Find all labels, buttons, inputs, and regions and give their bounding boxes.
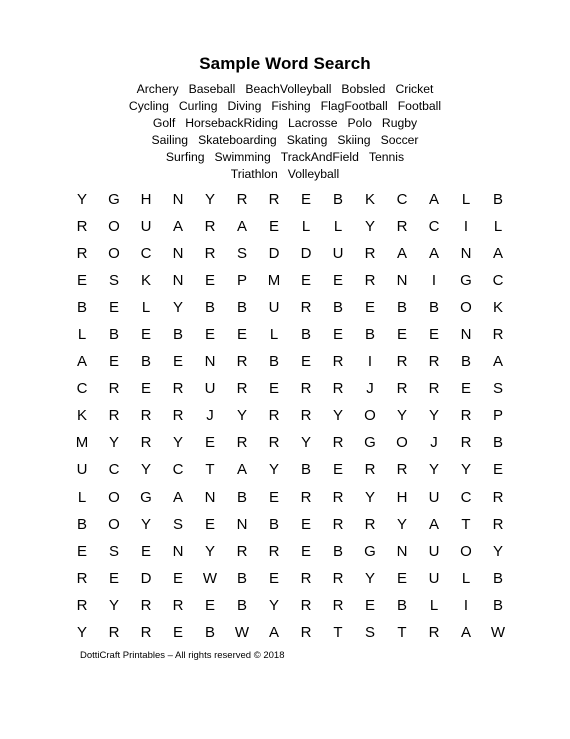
grid-letter: R (172, 380, 184, 398)
grid-letter: R (332, 569, 344, 587)
grid-letter: N (172, 272, 184, 290)
grid-letter: Y (428, 461, 439, 479)
grid-letter: I (367, 353, 373, 371)
grid-letter: W (234, 623, 250, 641)
grid-letter: R (364, 461, 376, 479)
grid-letter: B (268, 353, 279, 371)
grid-letter: K (364, 191, 375, 208)
grid-letter: U (332, 245, 344, 263)
grid-letter: R (492, 326, 504, 344)
grid-letter: A (460, 623, 471, 641)
grid-letter: E (204, 434, 215, 452)
word-list-line (0, 132, 570, 149)
letter-grid (66, 186, 512, 646)
grid-letter: A (492, 353, 503, 371)
word-list-item: Cricket (395, 82, 434, 96)
grid-letter: R (140, 407, 152, 425)
grid-letter: R (492, 488, 504, 506)
grid-letter: R (268, 191, 280, 208)
grid-letter: C (428, 218, 440, 236)
grid-letter: Y (172, 434, 183, 452)
word-list-item: Fishing (271, 99, 311, 113)
word-list-item: Soccer (380, 133, 419, 147)
grid-letter: Y (108, 434, 119, 452)
grid-letter: J (430, 434, 438, 452)
grid-letter: U (204, 380, 216, 398)
grid-letter: Y (76, 623, 87, 641)
word-list-item: Baseball (188, 82, 236, 96)
grid-letter: B (204, 299, 215, 317)
grid-letter: R (268, 434, 280, 452)
word-list-item: Volleyball (287, 167, 340, 181)
grid-letter: U (268, 299, 280, 317)
grid-letter: R (76, 569, 88, 587)
grid-letter: S (108, 542, 119, 560)
grid-letter: B (428, 299, 439, 317)
grid-letter: E (236, 326, 247, 344)
grid-letter: E (108, 353, 119, 371)
grid-letter: N (172, 191, 184, 208)
grid-letter: E (300, 515, 311, 533)
grid-letter: B (236, 569, 247, 587)
grid-letter: A (428, 515, 439, 533)
grid-letter: Y (236, 407, 247, 425)
grid-letter: Y (108, 596, 119, 614)
grid-letter: G (108, 191, 120, 208)
grid-letter: I (431, 272, 437, 290)
grid-letter: R (300, 407, 312, 425)
grid-letter: G (140, 488, 152, 506)
grid-letter: J (366, 380, 374, 398)
word-list-line (0, 98, 570, 115)
word-list-line (0, 166, 570, 183)
grid-letter: R (108, 380, 120, 398)
grid-letter: R (300, 623, 312, 641)
word-list-item: Diving (227, 99, 262, 113)
grid-letter: R (428, 380, 440, 398)
grid-letter: C (108, 461, 120, 479)
grid-letter: O (396, 434, 408, 452)
grid-letter: E (108, 299, 119, 317)
grid-letter: Y (140, 461, 151, 479)
word-list-item: Golf (152, 116, 176, 130)
word-list-item: Swimming (214, 150, 271, 164)
grid-letter: S (236, 245, 247, 263)
word-list-item: Skateboarding (198, 133, 277, 147)
grid-letter: A (172, 218, 183, 236)
grid-letter: B (332, 299, 343, 317)
grid-letter: E (268, 218, 279, 236)
grid-letter: A (396, 245, 407, 263)
word-list-item: Football (397, 99, 442, 113)
grid-letter: E (204, 515, 215, 533)
grid-letter: L (429, 596, 439, 614)
grid-letter: E (364, 596, 375, 614)
grid-letter: B (300, 461, 311, 479)
grid-letter: U (140, 218, 152, 236)
grid-letter: U (428, 542, 440, 560)
grid-letter: Y (204, 191, 215, 208)
grid-letter: R (460, 407, 472, 425)
grid-letter: N (204, 353, 216, 371)
grid-letter: R (204, 218, 216, 236)
grid-letter: L (77, 488, 87, 506)
grid-letter: B (364, 326, 375, 344)
grid-letter: B (236, 299, 247, 317)
grid-letter: R (76, 245, 88, 263)
grid-letter: R (492, 515, 504, 533)
grid-letter: O (460, 542, 472, 560)
grid-letter: L (333, 218, 343, 236)
grid-letter: A (492, 245, 503, 263)
grid-letter: N (236, 515, 248, 533)
grid-letter: E (204, 272, 215, 290)
grid-letter: B (492, 434, 503, 452)
word-list-item: Triathlon (230, 167, 278, 181)
grid-letter: E (172, 623, 183, 641)
grid-letter: Y (364, 569, 375, 587)
grid-letter: E (396, 326, 407, 344)
word-list-item: TrackAndField (280, 150, 359, 164)
grid-letter: B (492, 191, 503, 208)
grid-letter: A (268, 623, 279, 641)
grid-letter: Y (204, 542, 215, 560)
grid-letter: B (332, 542, 343, 560)
grid-letter: A (76, 353, 87, 371)
word-list-item: Lacrosse (288, 116, 338, 130)
grid-letter: R (76, 596, 88, 614)
grid-letter: K (76, 407, 87, 425)
grid-letter: E (332, 272, 343, 290)
grid-letter: E (140, 542, 151, 560)
grid-letter: E (268, 488, 279, 506)
word-list-item: Sailing (151, 133, 189, 147)
grid-letter: Y (396, 515, 407, 533)
grid-letter: T (461, 515, 471, 533)
word-list (0, 81, 570, 183)
grid-letter: R (300, 380, 312, 398)
grid-letter: R (364, 515, 376, 533)
grid-letter: E (172, 353, 183, 371)
grid-letter: E (492, 461, 503, 479)
grid-letter: Y (300, 434, 311, 452)
word-list-line (0, 81, 570, 98)
grid-letter: E (332, 461, 343, 479)
grid-letter: B (172, 326, 183, 344)
grid-letter: R (332, 488, 344, 506)
grid-letter: Y (268, 596, 279, 614)
grid-letter: Y (332, 407, 343, 425)
grid-letter: N (396, 542, 408, 560)
grid-letter: B (204, 623, 215, 641)
grid-letter: R (300, 596, 312, 614)
grid-letter: Y (460, 461, 471, 479)
word-list-item: BeachVolleyball (245, 82, 332, 96)
grid-letter: J (206, 407, 214, 425)
grid-letter: R (268, 407, 280, 425)
grid-letter: P (236, 272, 247, 290)
word-list-line (0, 149, 570, 166)
grid-letter: C (396, 191, 408, 208)
grid-letter: Y (268, 461, 279, 479)
grid-letter: O (108, 218, 120, 236)
grid-letter: H (140, 191, 152, 208)
grid-letter: Y (396, 407, 407, 425)
grid-letter: E (108, 569, 119, 587)
grid-letter: C (140, 245, 152, 263)
grid-letter: E (204, 596, 215, 614)
word-list-item: Surfing (165, 150, 205, 164)
grid-letter: N (396, 272, 408, 290)
grid-letter: A (236, 461, 247, 479)
grid-letter: R (172, 407, 184, 425)
grid-letter: M (75, 434, 89, 452)
grid-letter: D (268, 245, 280, 263)
grid-letter: G (364, 542, 376, 560)
grid-letter: B (236, 596, 247, 614)
grid-letter: N (204, 488, 216, 506)
grid-letter: Y (364, 218, 375, 236)
grid-letter: Y (364, 488, 375, 506)
grid-letter: E (300, 353, 311, 371)
grid-letter: B (300, 326, 311, 344)
grid-letter: Y (492, 542, 503, 560)
grid-letter: B (76, 515, 87, 533)
grid-letter: Y (428, 407, 439, 425)
grid-letter: E (428, 326, 439, 344)
word-list-item: Skating (286, 133, 328, 147)
grid-letter: R (300, 488, 312, 506)
grid-letter: E (76, 272, 87, 290)
word-list-item: Bobsled (341, 82, 386, 96)
grid-letter: E (300, 542, 311, 560)
grid-letter: R (460, 434, 472, 452)
grid-letter: C (172, 461, 184, 479)
grid-letter: A (172, 488, 183, 506)
grid-letter: I (463, 596, 469, 614)
grid-letter: R (236, 542, 248, 560)
grid-letter: E (140, 326, 151, 344)
grid-letter: N (172, 245, 184, 263)
grid-letter: W (202, 569, 218, 587)
word-list-item: Archery (136, 82, 179, 96)
grid-letter: L (269, 326, 279, 344)
grid-letter: D (300, 245, 312, 263)
grid-letter: B (76, 299, 87, 317)
word-list-item: FlagFootball (320, 99, 388, 113)
grid-letter: K (140, 272, 151, 290)
grid-letter: R (236, 380, 248, 398)
grid-letter: H (396, 488, 408, 506)
grid-letter: B (236, 488, 247, 506)
grid-letter: A (428, 245, 439, 263)
grid-letter: M (267, 272, 281, 290)
grid-letter: A (236, 218, 247, 236)
grid-letter: E (396, 569, 407, 587)
grid-letter: E (300, 272, 311, 290)
grid-letter: R (108, 407, 120, 425)
grid-letter: E (76, 542, 87, 560)
grid-letter: S (492, 380, 503, 398)
grid-letter: E (172, 569, 183, 587)
word-list-item: Polo (347, 116, 372, 130)
word-list-line (0, 115, 570, 132)
grid-letter: N (172, 542, 184, 560)
grid-letter: S (108, 272, 119, 290)
grid-letter: E (268, 569, 279, 587)
grid-letter: O (460, 299, 472, 317)
grid-letter: G (364, 434, 376, 452)
word-list-item: Skiing (337, 133, 371, 147)
grid-letter: R (364, 245, 376, 263)
grid-letter: B (268, 515, 279, 533)
grid-letter: B (332, 191, 343, 208)
grid-letter: E (140, 380, 151, 398)
grid-letter: B (460, 353, 471, 371)
grid-letter: T (205, 461, 215, 479)
grid-letter: E (268, 380, 279, 398)
grid-letter: R (300, 569, 312, 587)
grid-letter: R (172, 596, 184, 614)
word-list-item: HorsebackRiding (185, 116, 279, 130)
grid-letter: U (76, 461, 88, 479)
grid-letter: L (301, 218, 311, 236)
grid-letter: P (492, 407, 503, 425)
grid-letter: O (364, 407, 376, 425)
grid-letter: R (396, 353, 408, 371)
grid-letter: B (396, 596, 407, 614)
grid-letter: L (461, 569, 471, 587)
grid-letter: T (333, 623, 343, 641)
grid-letter: R (332, 515, 344, 533)
grid-letter: R (396, 380, 408, 398)
grid-letter: O (108, 245, 120, 263)
grid-letter: R (204, 245, 216, 263)
grid-letter: D (140, 569, 152, 587)
word-list-item: Rugby (381, 116, 418, 130)
grid-letter: R (140, 596, 152, 614)
grid-letter: Y (172, 299, 183, 317)
word-list-item: Curling (178, 99, 218, 113)
grid-letter: N (460, 326, 472, 344)
grid-letter: R (236, 191, 248, 208)
grid-letter: S (172, 515, 183, 533)
grid-letter: U (428, 569, 440, 587)
grid-letter: L (461, 191, 471, 208)
grid-letter: R (428, 353, 440, 371)
grid-letter: R (300, 299, 312, 317)
grid-letter: E (460, 380, 471, 398)
grid-letter: R (332, 380, 344, 398)
grid-letter: B (492, 596, 503, 614)
grid-letter: R (396, 218, 408, 236)
grid-letter: R (108, 623, 120, 641)
grid-letter: U (428, 488, 440, 506)
grid-letter: R (236, 353, 248, 371)
copyright-footer: DottiCraft Printables – All rights reserved © 2018 (80, 650, 285, 661)
grid-letter: B (492, 569, 503, 587)
grid-letter: R (332, 353, 344, 371)
grid-letter: Y (76, 191, 87, 208)
grid-letter: R (140, 623, 152, 641)
grid-letter: C (492, 272, 504, 290)
grid-letter: B (396, 299, 407, 317)
grid-letter: E (332, 326, 343, 344)
grid-letter: R (428, 623, 440, 641)
word-list-item: Cycling (128, 99, 169, 113)
grid-letter: I (463, 218, 469, 236)
grid-letter: R (236, 434, 248, 452)
grid-letter: W (490, 623, 506, 641)
grid-letter: K (492, 299, 503, 317)
grid-letter: R (140, 434, 152, 452)
grid-letter: E (204, 326, 215, 344)
grid-letter: B (140, 353, 151, 371)
grid-letter: R (268, 542, 280, 560)
grid-letter: B (108, 326, 119, 344)
word-list-item: Tennis (368, 150, 405, 164)
grid-letter: N (460, 245, 472, 263)
grid-letter: E (300, 191, 311, 208)
grid-letter: R (332, 596, 344, 614)
grid-letter: O (108, 515, 120, 533)
grid-letter: R (76, 218, 88, 236)
grid-letter: R (364, 272, 376, 290)
grid-letter: S (364, 623, 375, 641)
page-title: Sample Word Search (199, 54, 371, 73)
grid-letter: O (108, 488, 120, 506)
grid-letter: A (428, 191, 439, 208)
grid-letter: R (332, 434, 344, 452)
grid-letter: T (397, 623, 407, 641)
grid-letter: C (460, 488, 472, 506)
grid-letter: R (396, 461, 408, 479)
grid-letter: C (76, 380, 88, 398)
grid-letter: L (141, 299, 151, 317)
grid-letter: G (460, 272, 472, 290)
grid-letter: E (364, 299, 375, 317)
grid-letter: L (493, 218, 503, 236)
grid-letter: Y (140, 515, 151, 533)
grid-letter: L (77, 326, 87, 344)
